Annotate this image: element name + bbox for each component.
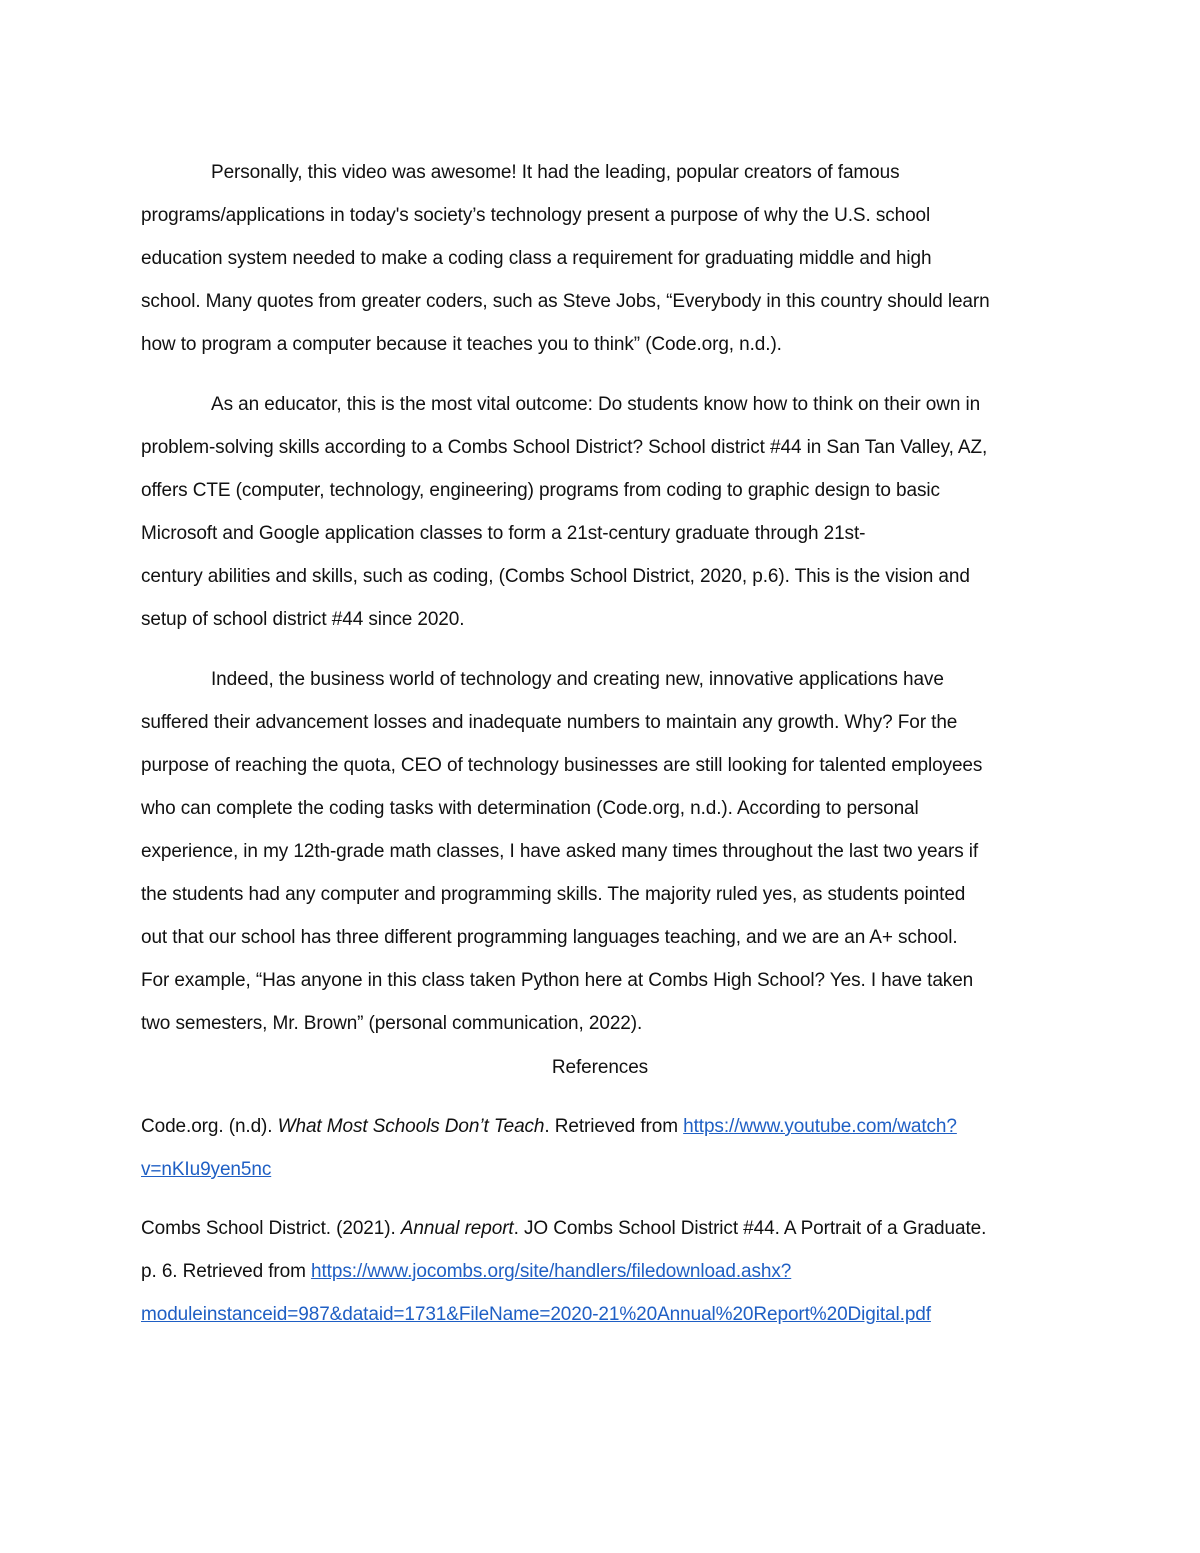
references-heading: References <box>551 1057 649 1078</box>
paragraph-line: how to program a computer because it teaches you to think” (Code.org, n.d.). <box>141 334 782 355</box>
paragraph-3 <box>141 658 1066 1045</box>
reference-line <box>141 1105 1066 1148</box>
paragraph-line: purpose of reaching the quota, CEO of technology businesses are still looking for talented employees <box>141 755 983 776</box>
paragraph-2 <box>141 383 1066 641</box>
reference-spacer <box>141 1191 1066 1207</box>
reference-line <box>141 1293 1066 1336</box>
reference-title: Annual report <box>400 1218 514 1239</box>
paragraph-line: school. Many quotes from greater coders, such as Steve Jobs, “Everybody in this country should learn <box>141 291 990 312</box>
paragraph-line: Microsoft and Google application classes to form a 21st-century graduate through 21st- <box>141 523 866 544</box>
reference-spacer <box>141 1089 1066 1105</box>
paragraph-line: offers CTE (computer, technology, engineering) programs from coding to graphic design to basic <box>141 480 940 501</box>
paragraph-line: the students had any computer and programming skills. The majority ruled yes, as students pointed <box>141 884 966 905</box>
paragraph-line: As an educator, this is the most vital outcome: Do students know how to think on their own in <box>211 394 981 415</box>
paragraph-spacer <box>141 366 1066 383</box>
paragraph-line: experience, in my 12th-grade math classes, I have asked many times throughout the last two years if <box>141 841 979 862</box>
paragraph-line: two semesters, Mr. Brown” (personal communication, 2022). <box>141 1013 643 1034</box>
paragraph-spacer <box>141 641 1066 658</box>
reference-text: . Retrieved from <box>544 1116 684 1137</box>
paragraph-line: who can complete the coding tasks with determination (Code.org, n.d.). According to personal <box>141 798 919 819</box>
reference-author: Combs School District. (2021). <box>141 1218 401 1239</box>
paragraph-line: Personally, this video was awesome! It had the leading, popular creators of famous <box>211 162 900 183</box>
paragraph-line: century abilities and skills, such as coding, (Combs School District, 2020, p.6). This is the vision and <box>141 566 970 587</box>
paragraph-line: programs/applications in today's society’s technology present a purpose of why the U.S. school <box>141 205 931 226</box>
reference-line <box>141 1250 1066 1293</box>
reference-text: . JO Combs School District #44. A Portrait of a Graduate. <box>513 1218 987 1239</box>
paragraph-line: setup of school district #44 since 2020. <box>141 609 465 630</box>
paragraph-line: education system needed to make a coding class a requirement for graduating middle and high <box>141 248 932 269</box>
reference-entry-2 <box>141 1207 1066 1336</box>
reference-line <box>141 1207 1066 1250</box>
reference-author: Code.org. (n.d). <box>141 1116 278 1137</box>
reference-line <box>141 1148 1066 1191</box>
reference-text: p. 6. Retrieved from <box>141 1261 312 1282</box>
reference-link[interactable]: https://www.jocombs.org/site/handlers/filedownload.ashx? <box>311 1261 792 1282</box>
reference-link[interactable]: moduleinstanceid=987&dataid=1731&FileName=2020-21%20Annual%20Report%20Digital.pdf <box>141 1304 931 1325</box>
paragraph-line: suffered their advancement losses and inadequate numbers to maintain any growth. Why? For the <box>141 712 958 733</box>
paragraph-line: out that our school has three different programming languages teaching, and we are an A+ school. <box>141 927 958 948</box>
reference-entry-1 <box>141 1105 1066 1191</box>
paragraph-line: Indeed, the business world of technology and creating new, innovative applications have <box>211 669 944 690</box>
paragraph-line: problem-solving skills according to a Combs School District? School district #44 in San Tan Valley, AZ, <box>141 437 988 458</box>
reference-title: What Most Schools Don’t Teach <box>277 1116 545 1137</box>
paragraph-1 <box>141 151 1066 366</box>
paragraph-line: For example, “Has anyone in this class taken Python here at Combs High School? Yes. I have taken <box>141 970 974 991</box>
reference-link[interactable]: https://www.youtube.com/watch? <box>683 1116 957 1137</box>
reference-link[interactable]: v=nKIu9yen5nc <box>141 1159 272 1180</box>
document-body <box>141 151 1066 1336</box>
